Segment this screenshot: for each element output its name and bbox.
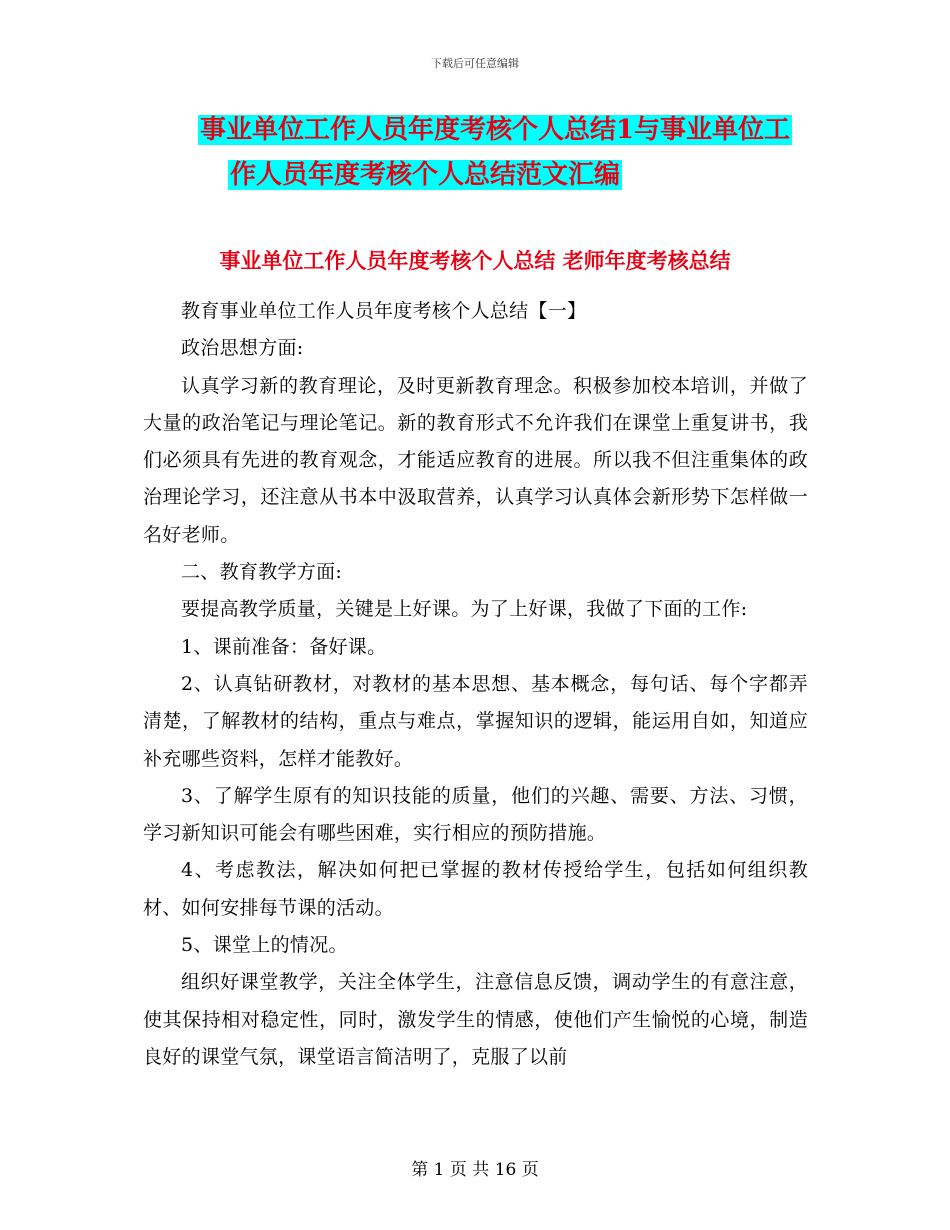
page-footer: 第 1 页 共 16 页: [411, 1160, 539, 1180]
paragraph: 2、认真钻研教材，对教材的基本思想、基本概念，每句话、每个字都弄清楚，了解教材的结构，重点与难点，掌握知识的逻辑，能运用自如，知道应补充哪些资料，怎样才能教好。: [143, 672, 808, 770]
paragraph: 要提高教学质量，关键是上好课。为了上好课，我做了下面的工作:: [181, 598, 748, 621]
page-header: 下载后可任意编辑: [431, 57, 519, 70]
paragraph: 教育事业单位工作人员年度考核个人总结【一】: [181, 300, 587, 322]
paragraph: 政治思想方面:: [181, 337, 304, 360]
paragraph: 组织好课堂教学，关注全体学生，注意信息反馈，调动学生的有意注意，使其保持相对稳定性，同时，激发学生的情感，使他们产生愉悦的心境，制造良好的课堂气氛，课堂语言简洁明了，克服了以前: [143, 971, 808, 1068]
paragraph: 二、教育教学方面:: [181, 561, 343, 584]
paragraph: 认真学习新的教育理论，及时更新教育理念。积极参加校本培训，并做了大量的政治笔记与理论笔记。新的教育形式不允许我们在课堂上重复讲书，我们必须具有先进的教育观念，才能适应教育的进展。所以我不但注重集体的政治理论学习，还注意从书本中汲取营养，认真学习认真体会新形势下怎样做一名好老师。: [143, 374, 808, 546]
section-subtitle: 事业单位工作人员年度考核个人总结 老师年度考核总结: [219, 248, 731, 273]
paragraph: 5、课堂上的情况。: [181, 934, 348, 957]
paragraph: 1、课前准备：备好课。: [181, 635, 387, 658]
paragraph: 4、考虑教法，解决如何把已掌握的教材传授给学生，包括如何组织教材、如何安排每节课的活动。: [143, 859, 808, 919]
paragraph: 3、了解学生原有的知识技能的质量，他们的兴趣、需要、方法、习惯，学习新知识可能会有哪些困难，实行相应的预防措施。: [143, 784, 808, 845]
document-body: [143, 293, 808, 1076]
document-title-line2: 作人员年度考核个人总结范文汇编: [229, 160, 620, 190]
document-title-line1: 事业单位工作人员年度考核个人总结1与事业单位工: [199, 115, 791, 145]
